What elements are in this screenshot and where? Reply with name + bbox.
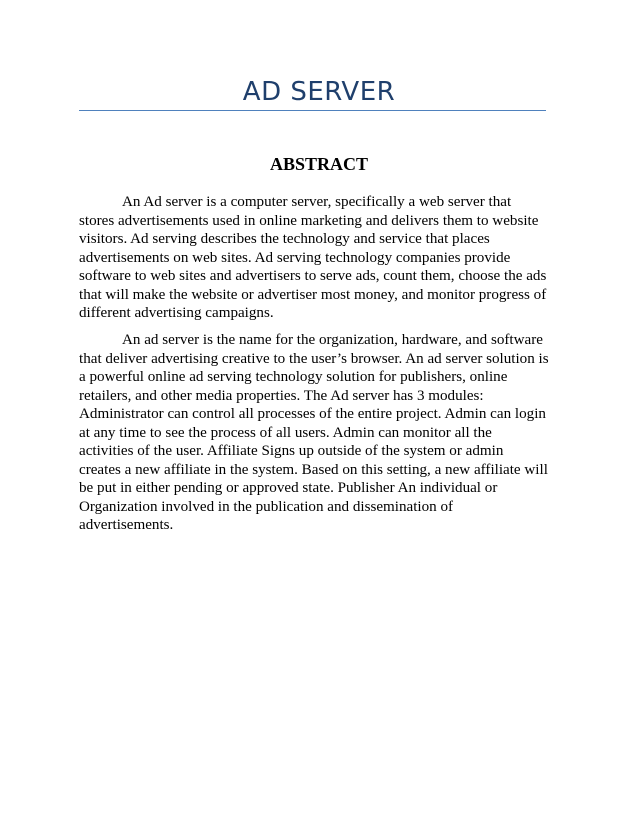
document-title: AD SERVER bbox=[242, 77, 396, 107]
abstract-paragraph-2: An ad server is the name for the organization, hardware, and software that deliver advertising creative to the user’s browser. An ad server solution is a powerful online ad serving technology solution for publishers, online retailers, and other media properties. The Ad server has 3 modules: Administrator can control all processes of the entire project. Admin can login at any time to see the process of all users. Admin can monitor all the activities of the user. Affiliate Signs up outside of the system or admin creates a new affiliate in the system. Based on this setting, a new affiliate will be put in either pending or approved state. Publisher An individual or Organization involved in the publication and dissemination of advertisements. bbox=[79, 332, 549, 533]
title-underline-rule bbox=[79, 110, 546, 111]
abstract-heading: ABSTRACT bbox=[269, 154, 369, 174]
abstract-paragraph-1: An Ad server is a computer server, specifically a web server that stores advertisements used in online marketing and delivers them to website visitors. Ad serving describes the technology and service that places advertisements on web sites. Ad serving technology companies provide software to web sites and advertisers to serve ads, count them, choose the ads that will make the website or advertiser most money, and monitor progress of different advertising campaigns. bbox=[79, 194, 547, 321]
